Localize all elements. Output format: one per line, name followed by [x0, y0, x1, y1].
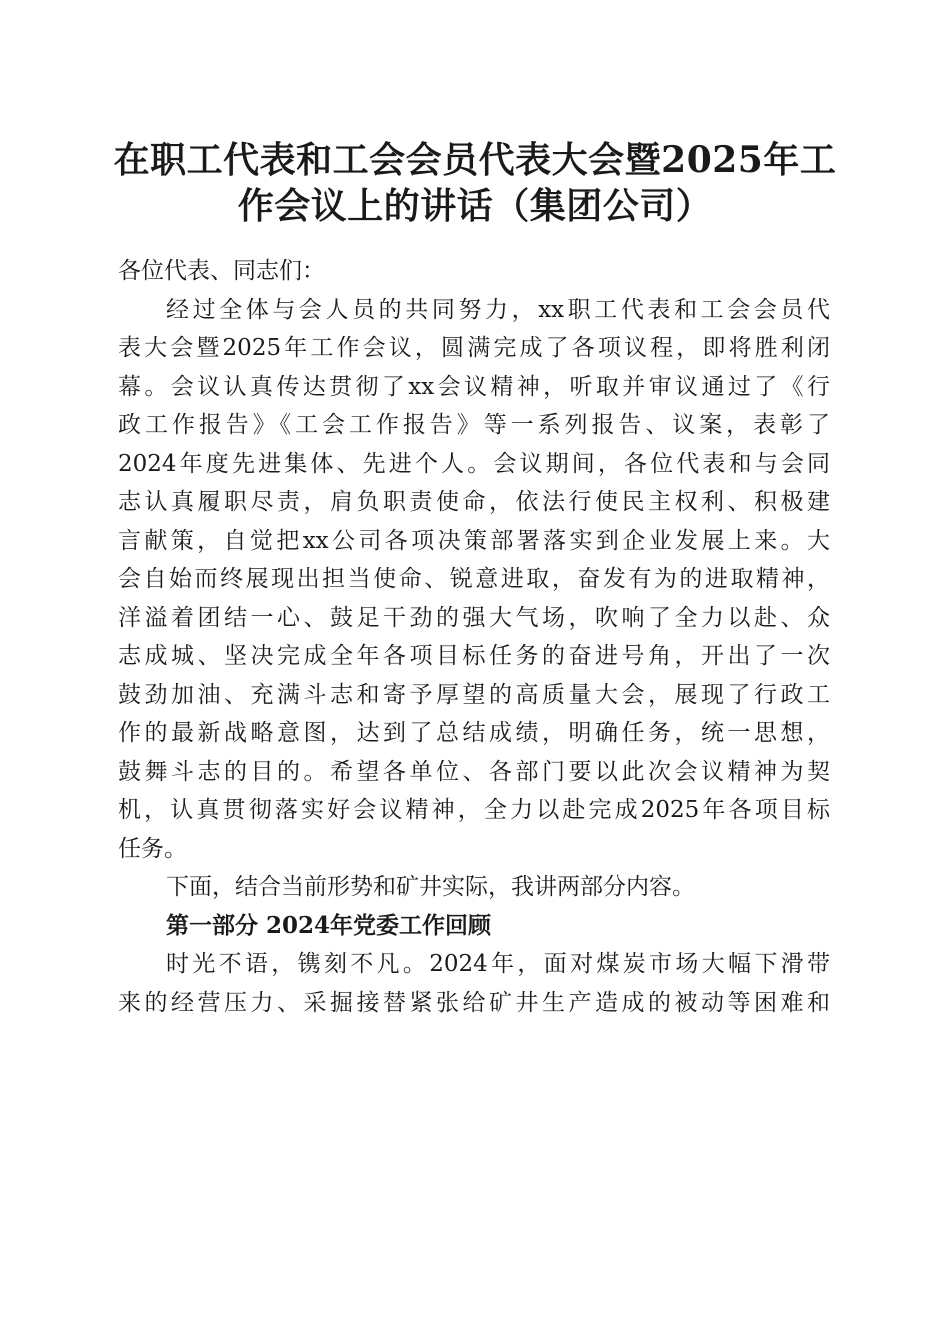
paragraph-line: 2024年度先进集体、先进个人。会议期间，各位代表和与会同: [118, 450, 830, 477]
paragraph-line: 作的最新战略意图，达到了总结成绩，明确任务，统一思想，: [118, 720, 830, 746]
paragraph-line: 幕。会议认真传达贯彻了xx会议精神，听取并审议通过了《行: [118, 373, 830, 400]
paragraph-line: 表大会暨2025年工作会议，圆满完成了各项议程，即将胜利闭: [118, 335, 830, 361]
paragraph-line: 会自始而终展现出担当使命、锐意进取，奋发有为的进取精神，: [118, 566, 830, 592]
paragraph-line: 机，认真贯彻落实好会议精神，全力以赴完成2025年各项目标: [118, 797, 830, 823]
paragraph-line: 鼓舞斗志的目的。希望各单位、各部门要以此次会议精神为契: [118, 758, 830, 785]
paragraph-line: 洋溢着团结一心、鼓足干劲的强大气场，吹响了全力以赴、众: [118, 604, 830, 631]
paragraph-line: 来的经营压力、采掘接替紧张给矿井生产造成的被动等困难和: [118, 989, 830, 1016]
paragraph-line: 经过全体与会人员的共同努力，xx职工代表和工会会员代: [166, 296, 830, 323]
paragraph-line: 志成城、坚决完成全年各项目标任务的奋进号角，开出了一次: [118, 643, 830, 669]
section-heading: 第一部分 2024年党委工作回顾: [166, 911, 492, 939]
paragraph-line: 志认真履职尽责，肩负职责使命，依法行使民主权利、积极建: [118, 489, 830, 515]
paragraph-line: 鼓劲加油、充满斗志和寄予厚望的高质量大会，展现了行政工: [118, 681, 830, 708]
document-body: [118, 252, 830, 1022]
paragraph-line: 言献策，自觉把xx公司各项决策部署落实到企业发展上来。大: [118, 527, 830, 554]
paragraph-2: 下面，结合当前形势和矿井实际，我讲两部分内容。: [166, 874, 695, 900]
paragraph-1: [118, 291, 830, 869]
salutation: 各位代表、同志们：: [118, 258, 325, 284]
paragraph-line: 政工作报告》《工会工作报告》等一系列报告、议案，表彰了: [118, 412, 830, 438]
paragraph-3: [118, 945, 830, 1022]
document-title-line-1: 在职工代表和工会会员代表大会暨2025年工: [113, 139, 837, 181]
document-title-line-2: 作会议上的讲话（集团公司）: [237, 185, 713, 227]
paragraph-line: 时光不语，镌刻不凡。2024年，面对煤炭市场大幅下滑带: [166, 951, 830, 977]
paragraph-line: 任务。: [118, 835, 187, 862]
